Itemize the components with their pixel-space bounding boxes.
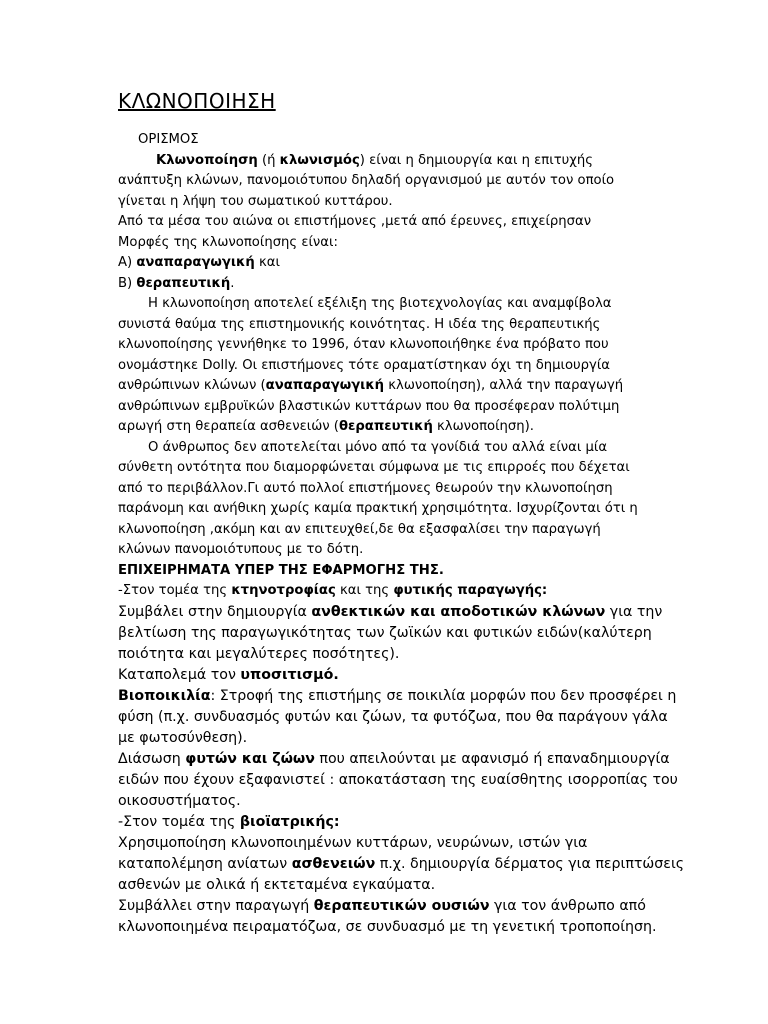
text-run: από το περιβάλλον.Γι αυτό πολλοί επιστήμονες θεωρούν την κλωνοποίηση — [118, 480, 613, 496]
text-line — [118, 707, 668, 728]
text-line — [118, 253, 658, 274]
bold-text: βιοϊατρικής: — [239, 813, 340, 830]
text-run: Α) — [118, 255, 137, 270]
text-line — [118, 875, 658, 896]
text-run: ανάπτυξη κλώνων, πανομοιότυπου δηλαδή οργανισμού με αυτόν τον οποίο — [118, 173, 615, 188]
text-run: . — [230, 275, 235, 291]
text-run: ασθενών με ολικά ή εκτεταμένα εγκαύματα. — [118, 876, 436, 893]
text-run: καταπολέμηση ανίατων — [118, 855, 292, 872]
text-run: και της — [335, 583, 394, 598]
bold-text: υποσιτισμό. — [240, 666, 339, 683]
text-run: ονομάστηκε Dolly. Οι επιστήμονες τότε οραματίστηκαν όχι τη δημιουργία — [118, 357, 610, 373]
text-line — [118, 274, 658, 295]
text-run: -Στον τομέα της — [118, 813, 240, 830]
text-line — [118, 171, 658, 192]
text-run: και — [254, 255, 280, 270]
text-line — [118, 192, 658, 213]
bold-text: κλωνισμός — [279, 152, 360, 168]
text-line — [118, 151, 658, 172]
text-run: με φωτοσύνθεση). — [118, 729, 248, 746]
bold-text: θεραπευτική — [136, 275, 231, 291]
text-run: κλωνοποίηση). — [432, 419, 534, 434]
text-run: ποιότητα και μεγαλύτερες ποσότητες). — [118, 645, 400, 662]
bold-text: ασθενειών — [291, 855, 376, 872]
text-run: : Στροφή της επιστήμης σε ποικιλία μορφών που δεν προσφέρει η — [210, 687, 677, 704]
text-run: Από τα μέσα του αιώνα οι επιστήμονες ,μετά από έρευνες, επιχείρησαν — [118, 214, 592, 229]
text-line — [118, 130, 658, 151]
text-run: γίνεται η λήψη του σωματικού κυττάρου. — [118, 193, 393, 209]
text-run: Συμβάλει στην δημιουργία — [118, 603, 312, 620]
text-run: Μορφές της κλωνοποίησης είναι: — [118, 234, 338, 250]
text-run: κλωνοποίηση), αλλά την παραγωγή — [384, 378, 624, 393]
text-run: φύση (π.χ. συνδυασμός φυτών και ζώων, τα φυτόζωα, που θα παράγουν γάλα — [118, 708, 668, 725]
text-line — [118, 294, 658, 315]
text-run: Καταπολεμά τον — [118, 666, 241, 683]
text-line — [118, 438, 658, 459]
text-run: (ή — [257, 152, 280, 168]
text-run: συνιστά θαύμα της επιστημονικής κοινότητας. Η ιδέα της θεραπευτικής — [118, 316, 601, 332]
text-run: παράνομη και ανήθικη χωρίς καμία πρακτική χρησιμότητα. Ισχυρίζονται ότι η — [118, 501, 638, 516]
text-line — [118, 499, 658, 520]
text-run: που απειλούνται με αφανισμό ή επαναδημιουργία — [314, 750, 670, 767]
text-run: για την — [605, 603, 663, 620]
text-line — [118, 540, 658, 561]
text-run: ανθρώπινων κλώνων ( — [118, 378, 266, 393]
text-line — [118, 315, 658, 336]
document-title: ΚΛΩΝΟΠΟΙΗΣΗ — [118, 89, 276, 113]
text-run: ανθρώπινων εμβρυϊκών βλαστικών κυττάρων που θα προσέφεραν πολύτιμη — [118, 398, 620, 414]
bold-text: θεραπευτική — [338, 419, 433, 434]
text-line — [118, 417, 658, 438]
text-run: για τον άνθρωπο από — [489, 897, 646, 914]
text-run: Χρησιμοποίηση κλωνοποιημένων κυττάρων, νευρώνων, ιστών για — [118, 834, 588, 851]
text-run: κλωνοποίησης γεννήθηκε το 1996, όταν κλωνοποιήθηκε ένα πρόβατο που — [118, 337, 609, 352]
text-run: σύνθετη οντότητα που διαμορφώνεται σύμφωνα με τις επιρροές που δέχεται — [118, 460, 630, 475]
text-line — [118, 581, 658, 602]
text-run: κλώνων πανομοιότυπους με το δότη. — [118, 542, 364, 557]
text-line — [118, 602, 663, 623]
text-line — [118, 686, 677, 707]
bold-text: Κλωνοποίηση — [156, 152, 258, 168]
text-run: Β) — [118, 275, 137, 291]
bold-text: ΕΠΙΧΕΙΡΗΜΑΤΑ ΥΠΕΡ ΤΗΣ ΕΦΑΡΜΟΓΗΣ ΤΗΣ. — [118, 562, 444, 578]
text-line — [118, 623, 658, 644]
text-run: Συμβάλλει στην παραγωγή — [118, 897, 314, 914]
text-run: -Στον τομέα της — [118, 583, 232, 598]
text-line — [118, 728, 658, 749]
text-run: κλωνοποιημένα πειραματόζωα, σε συνδυασμό με τη γενετική τροποποίηση. — [118, 918, 657, 935]
text-line — [118, 520, 658, 541]
bold-text: φυτικής παραγωγής: — [393, 583, 548, 598]
bold-text: Βιοποικιλία — [118, 687, 211, 704]
bold-text: φυτών και ζώων — [185, 750, 315, 767]
bold-text: θεραπευτικών ουσιών — [313, 897, 490, 914]
text-run: κλωνοποίηση ,ακόμη και αν επιτευχθεί,δε θα εξασφαλίσει την παραγωγή — [118, 521, 601, 537]
text-run: αρωγή στη θεραπεία ασθενειών ( — [118, 419, 339, 434]
text-run: Διάσωση — [118, 750, 186, 767]
text-run: ΟΡΙΣΜΟΣ — [138, 132, 199, 147]
text-run: π.χ. δημιουργία δέρματος για περιπτώσεις — [375, 855, 685, 872]
bold-text: αναπαραγωγική — [265, 378, 385, 393]
text-line — [118, 770, 678, 791]
text-run: ειδών που έχουν εξαφανιστεί : αποκατάσταση της ευαίσθητης ισορροπίας του — [118, 771, 678, 788]
text-line — [118, 812, 658, 833]
text-line — [118, 458, 658, 479]
text-line — [118, 212, 658, 233]
bold-text: αναπαραγωγική — [136, 255, 255, 270]
text-line — [118, 335, 658, 356]
text-line — [118, 791, 658, 812]
text-line — [118, 854, 685, 875]
text-line — [118, 833, 658, 854]
text-run: οικοσυστήματος. — [118, 792, 241, 809]
document-body — [118, 130, 685, 938]
text-line — [118, 397, 658, 418]
bold-text: ανθεκτικών και αποδοτικών κλώνων — [311, 603, 606, 620]
text-line — [118, 917, 658, 938]
text-line — [118, 665, 658, 686]
text-line — [118, 644, 658, 665]
text-line — [118, 561, 658, 582]
text-run: Ο άνθρωπος δεν αποτελείται μόνο από τα γονίδιά του αλλά είναι μία — [148, 439, 608, 455]
text-run: βελτίωση της παραγωγικότητας των ζωϊκών και φυτικών ειδών(καλύτερη — [118, 624, 652, 641]
text-line — [118, 479, 658, 500]
bold-text: κτηνοτροφίας — [231, 583, 336, 598]
text-run: Η κλωνοποίηση αποτελεί εξέλιξη της βιοτεχνολογίας και αναμφίβολα — [148, 296, 612, 311]
text-run: ) είναι η δημιουργία και η επιτυχής — [359, 152, 593, 168]
text-line — [118, 376, 658, 397]
text-line — [118, 233, 658, 254]
text-line — [118, 896, 658, 917]
text-line — [118, 356, 658, 377]
text-line — [118, 749, 670, 770]
